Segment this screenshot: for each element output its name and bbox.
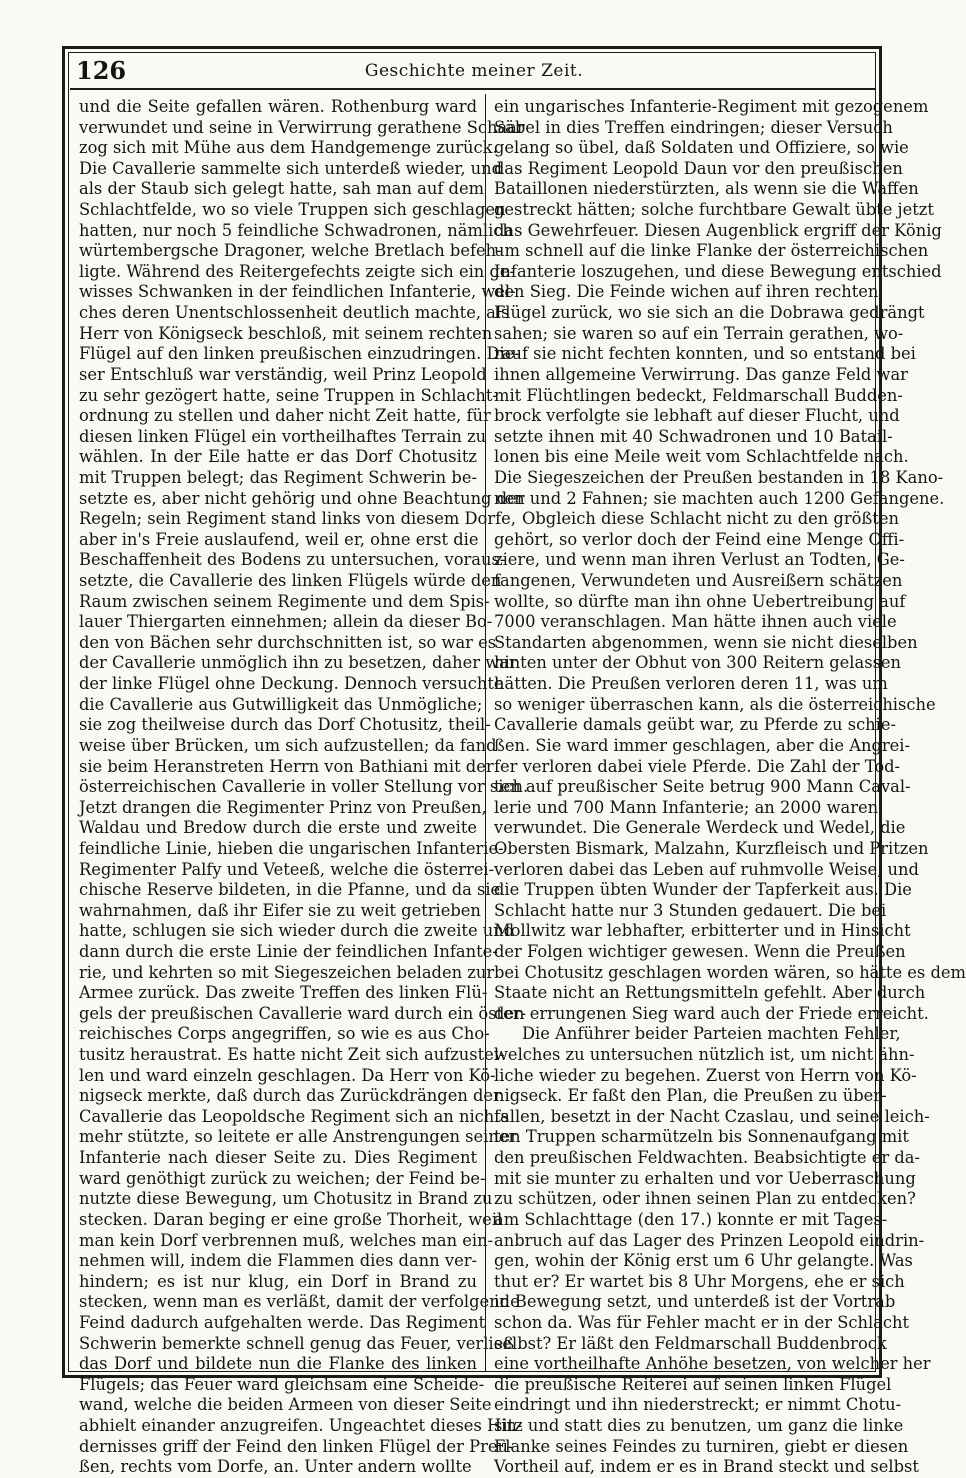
text-line: sie zog theilweise durch das Dorf Chotusitz, theil- xyxy=(79,715,491,735)
text-line: sahen; sie waren so auf ein Terrain gerathen, wo- xyxy=(494,323,904,343)
text-line: fangenen, Verwundeten und Ausreißern schätzen xyxy=(494,571,903,591)
text-line: brock verfolgte sie lebhaft auf dieser Flucht, und xyxy=(494,406,900,426)
text-line: setzte ihnen mit 40 Schwadronen und 10 Batail- xyxy=(494,426,893,446)
text-line: als der Staub sich gelegt hatte, sah man auf dem xyxy=(79,179,485,199)
text-line: Waldau und Bredow durch die erste und zweite xyxy=(79,818,477,838)
text-line: welches zu untersuchen nützlich ist, um nicht ähn- xyxy=(494,1045,915,1065)
text-line: sitz und statt dies zu benutzen, um ganz die linke xyxy=(494,1416,904,1435)
text-line: Obgleich diese Schlacht nicht zu den größten xyxy=(522,509,899,529)
text-line: ten auf preußischer Seite betrug 900 Mann Caval- xyxy=(494,777,911,797)
text-line: hinten unter der Obhut von 300 Reitern gelassen xyxy=(494,653,902,673)
right-text-column xyxy=(494,97,966,1477)
text-line: fer verloren dabei viele Pferde. Die Zahl der Tod- xyxy=(494,756,901,776)
text-line: wand, welche die beiden Armeen von dieser Seite xyxy=(79,1395,492,1415)
text-line: lauer Thiergarten einnehmen; allein da dieser Bo- xyxy=(79,612,493,632)
text-line: ligte. Während des Reitergefechts zeigte sich ein ge- xyxy=(79,261,516,281)
text-line: hatte, schlugen sie sich wieder durch die zweite und xyxy=(79,921,515,941)
text-line: len und ward einzeln geschlagen. Da Herr von Kö- xyxy=(79,1065,496,1085)
text-line: Beschaffenheit des Bodens zu untersuchen, voraus- xyxy=(79,550,506,570)
text-line: abhielt einander anzugreifen. Ungeachtet dieses Hin- xyxy=(79,1416,523,1435)
text-line: und die Seite gefallen wären. Rothenburg ward xyxy=(79,97,477,116)
text-line: um schnell auf die linke Flanke der österreichischen xyxy=(494,241,929,261)
text-line: gelang so übel, daß Soldaten und Offiziere, so wie xyxy=(494,138,909,158)
text-line: Schlachtfelde, wo so viele Truppen sich geschlagen xyxy=(79,200,506,220)
text-line: lonen bis eine Meile weit vom Schlachtfelde nach. xyxy=(494,447,909,467)
text-line: ches deren Unentschlossenheit deutlich machte, als xyxy=(79,303,510,323)
text-line: rauf sie nicht fechten konnten, und so entstand bei xyxy=(494,344,916,364)
text-line: der Folgen wichtiger gewesen. Wenn die Preußen xyxy=(494,941,906,961)
text-line: dann durch die erste Linie der feindlichen Infante- xyxy=(79,941,498,961)
text-line: Regeln; sein Regiment stand links von diesem Dorfe, xyxy=(79,509,516,529)
text-line: Vortheil auf, indem er es in Brand steckt und selbst xyxy=(494,1457,919,1477)
page-number: 126 xyxy=(76,56,127,85)
text-line: die preußische Reiterei auf seinen linken Flügel xyxy=(494,1374,892,1394)
text-line: verwundet. Die Generale Werdeck und Wedel, die xyxy=(494,818,906,838)
text-line: weise über Brücken, um sich aufzustellen; da fand xyxy=(79,735,497,755)
left-text-column xyxy=(79,97,529,1477)
text-line: chische Reserve bildeten, in die Pfanne, und da sie xyxy=(79,880,501,900)
text-line: ziere, und wenn man ihren Verlust an Todten, Ge- xyxy=(494,550,905,570)
text-line: nen und 2 Fahnen; sie machten auch 1200 Gefangene. xyxy=(494,488,945,508)
text-line: wollte, so dürfte man ihn ohne Uebertreibung auf xyxy=(494,591,906,611)
text-line: tusitz heraustrat. Es hatte nicht Zeit sich aufzustel- xyxy=(79,1045,505,1065)
text-line: das Gewehrfeuer. Diesen Augenblick ergriff der König xyxy=(494,220,942,240)
text-line: Cavallerie damals geübt war, zu Pferde zu schie- xyxy=(494,715,897,735)
text-line: 7000 veranschlagen. Man hätte ihnen auch viele xyxy=(494,612,897,632)
text-line: stecken, wenn man es verläßt, damit der verfolgende xyxy=(79,1292,520,1312)
text-line: ordnung zu stellen und daher nicht Zeit hatte, für xyxy=(79,406,491,426)
text-line: Die Siegeszeichen der Preußen bestanden in 18 Kano- xyxy=(494,467,944,487)
text-line: verwundet und seine in Verwirrung gerathene Schaar xyxy=(79,117,525,137)
text-line: wahrnahmen, daß ihr Eifer sie zu weit getrieben xyxy=(79,900,481,920)
text-line: setzte es, aber nicht gehörig und ohne Beachtung der xyxy=(79,488,525,508)
text-line: gestreckt hätten; solche furchtbare Gewalt übte jetzt xyxy=(494,200,934,220)
text-line: nigseck. Er faßt den Plan, die Preußen zu über- xyxy=(494,1086,887,1106)
text-line: diesen linken Flügel ein vortheilhaftes Terrain zu xyxy=(79,426,487,446)
text-line: Armee zurück. Das zweite Treffen des linken Flü- xyxy=(79,983,488,1003)
text-line: den preußischen Feldwachten. Beabsichtigte er da- xyxy=(494,1148,920,1168)
text-line: rie, und kehrten so mit Siegeszeichen beladen zur xyxy=(79,962,495,982)
text-line: am Schlachttage (den 17.) konnte er mit Tages- xyxy=(494,1209,888,1229)
text-line: Säbel in dies Treffen eindringen; dieser Versuch xyxy=(494,117,893,137)
text-line: das Dorf und bildete nun die Flanke des linken xyxy=(79,1354,477,1374)
text-line: österreichischen Cavallerie in voller Stellung vor sich. xyxy=(79,777,529,797)
text-line: wisses Schwanken in der feindlichen Infanterie, wel- xyxy=(79,282,516,302)
text-line: würtembergsche Dragoner, welche Bretlach befeh- xyxy=(79,241,502,261)
text-line: Obersten Bismark, Malzahn, Kurzfleisch und Pritzen xyxy=(494,838,929,858)
text-line: bei Chotusitz geschlagen worden wären, so hätte es dem xyxy=(494,962,966,982)
text-line: Flügel auf den linken preußischen einzudringen. Die- xyxy=(79,344,520,364)
text-line: eindringt und ihn niederstreckt; er nimmt Chotu- xyxy=(494,1395,902,1415)
text-line: Jetzt drangen die Regimenter Prinz von Preußen, xyxy=(79,797,487,817)
text-line: gehört, so verlor doch der Feind eine Menge Offi- xyxy=(494,529,905,549)
running-title: Geschichte meiner Zeit. xyxy=(364,61,584,81)
text-line: ßen. Sie ward immer geschlagen, aber die Angrei- xyxy=(494,735,910,755)
text-line: ein ungarisches Infanterie-Regiment mit gezogenem xyxy=(494,97,929,116)
text-line: das Regiment Leopold Daun vor den preußischen xyxy=(494,158,903,178)
text-line: zog sich mit Mühe aus dem Handgemenge zurück. xyxy=(79,138,498,158)
text-line: Staate nicht an Rettungsmitteln gefehlt. Aber durch xyxy=(494,983,926,1003)
text-line: thut er? Er wartet bis 8 Uhr Morgens, ehe er sich xyxy=(494,1271,905,1291)
text-line: ten Truppen scharmützeln bis Sonnenaufgang mit xyxy=(494,1127,909,1147)
text-line: so weniger überraschen kann, als die österreichische xyxy=(494,694,936,714)
text-line: Infanterie nach dieser Seite zu. Dies Regiment xyxy=(79,1148,477,1168)
column-divider xyxy=(485,94,486,1372)
text-line: anbruch auf das Lager des Prinzen Leopold eindrin- xyxy=(494,1230,925,1250)
text-line: hindern; es ist nur klug, ein Dorf in Brand zu xyxy=(79,1271,477,1291)
text-line: liche wieder zu begehen. Zuerst von Herrn von Kö- xyxy=(494,1065,917,1085)
text-line: sie beim Heranstreten Herrn von Bathiani mit der xyxy=(79,756,494,776)
text-line: in Bewegung setzt, und unterdeß ist der Vortrab xyxy=(494,1292,896,1312)
text-line: verloren dabei das Leben auf ruhmvolle Weise, und xyxy=(494,859,919,879)
text-line: die Truppen übten Wunder der Tapferkeit aus. Die xyxy=(494,880,912,900)
text-line: ward genöthigt zurück zu weichen; der Feind be- xyxy=(79,1168,486,1188)
text-line: Flanke seines Feindes zu turniren, giebt er diesen xyxy=(494,1436,909,1456)
text-line: der Cavallerie unmöglich ihn zu besetzen, daher war xyxy=(79,653,517,673)
text-line: eine vortheilhafte Anhöhe besetzen, von welcher her xyxy=(494,1354,931,1374)
text-line: ihnen allgemeine Verwirrung. Das ganze Feld war xyxy=(494,364,908,384)
text-line: setzte, die Cavallerie des linken Flügels würde den xyxy=(79,571,502,591)
text-line: reichisches Corps angegriffen, so wie es aus Cho- xyxy=(79,1024,490,1044)
text-line: den von Bächen sehr durchschnitten ist, so war es xyxy=(79,632,497,652)
text-line: wählen. In der Eile hatte er das Dorf Chotusitz xyxy=(79,447,477,467)
text-line: hätten. Die Preußen verloren deren 11, was um xyxy=(494,674,888,694)
text-line: den errungenen Sieg ward auch der Friede erreicht. xyxy=(494,1003,929,1023)
text-line: aber in's Freie auslaufend, weil er, ohne erst die xyxy=(79,529,479,549)
text-line: Schwerin bemerkte schnell genug das Feuer, verließ xyxy=(79,1333,515,1353)
text-line: selbst? Er läßt den Feldmarschall Buddenbrock xyxy=(494,1333,887,1353)
text-line: Regimenter Palfy und Veteeß, welche die österrei- xyxy=(79,859,495,879)
text-line: Die Anführer beider Parteien machten Fehler, xyxy=(522,1024,901,1044)
text-line: Feind dadurch aufgehalten werde. Das Regiment xyxy=(79,1312,486,1332)
text-line: mehr stützte, so leitete er alle Anstrengungen seiner xyxy=(79,1127,517,1147)
header-rule xyxy=(70,88,876,90)
text-line: zu schützen, oder ihnen seinen Plan zu entdecken? xyxy=(494,1189,916,1209)
text-line: stecken. Daran beging er eine große Thorheit, weil xyxy=(79,1209,503,1229)
text-line: Raum zwischen seinem Regimente und dem Spis- xyxy=(79,591,490,611)
text-line: ßen, rechts vom Dorfe, an. Unter andern wollte xyxy=(79,1457,472,1477)
text-line: gels der preußischen Cavallerie ward durch ein öster- xyxy=(79,1003,527,1023)
text-line: Mollwitz war lebhafter, erbitterter und in Hinsicht xyxy=(494,921,911,941)
text-line: Flügels; das Feuer ward gleichsam eine Scheide- xyxy=(79,1374,485,1394)
text-line: Die Cavallerie sammelte sich unterdeß wieder, und xyxy=(79,158,503,178)
text-line: mit Flüchtlingen bedeckt, Feldmarschall Budden- xyxy=(494,385,903,405)
text-line: Standarten abgenommen, wenn sie nicht dieselben xyxy=(494,632,918,652)
text-line: nehmen will, indem die Flammen dies dann ver- xyxy=(79,1251,477,1271)
text-line: Cavallerie das Leopoldsche Regiment sich an nichts xyxy=(79,1106,510,1126)
text-line: hatten, nur noch 5 feindliche Schwadronen, nämlich xyxy=(79,220,513,240)
text-line: Schlacht hatte nur 3 Stunden gedauert. Die bei xyxy=(494,900,887,920)
text-line: den Sieg. Die Feinde wichen auf ihren rechten xyxy=(494,282,879,302)
text-line: nigseck merkte, daß durch das Zurückdrängen der xyxy=(79,1086,501,1106)
text-line: mit sie munter zu erhalten und vor Ueberraschung xyxy=(494,1168,916,1188)
text-line: lerie und 700 Mann Infanterie; an 2000 waren xyxy=(494,797,879,817)
text-line: Bataillonen niederstürzten, als wenn sie die Waffen xyxy=(494,179,919,199)
text-line: ser Entschluß war verständig, weil Prinz Leopold xyxy=(79,364,487,384)
page-header xyxy=(76,56,872,86)
text-line: nutzte diese Bewegung, um Chotusitz in Brand zu xyxy=(79,1189,493,1209)
text-line: feindliche Linie, hieben die ungarischen Infanterie- xyxy=(79,838,504,858)
text-line: Flügel zurück, wo sie sich an die Dobrawa gedrängt xyxy=(494,303,925,323)
text-line: zu sehr gezögert hatte, seine Truppen in Schlacht- xyxy=(79,385,498,405)
text-line: fallen, besetzt in der Nacht Czaslau, und seine leich- xyxy=(494,1106,930,1126)
text-line: der linke Flügel ohne Deckung. Dennoch versuchte xyxy=(79,674,504,694)
text-line: Herr von Königseck beschloß, mit seinem rechten xyxy=(79,323,493,343)
text-line: gen, wohin der König erst um 6 Uhr gelangte. Was xyxy=(494,1251,913,1271)
text-line: man kein Dorf verbrennen muß, welches man ein- xyxy=(79,1230,494,1250)
text-line: mit Truppen belegt; das Regiment Schwerin be- xyxy=(79,467,477,487)
text-line: die Cavallerie aus Gutwilligkeit das Unmögliche; xyxy=(79,694,483,714)
text-line: schon da. Was für Fehler macht er in der Schlacht xyxy=(494,1312,910,1332)
text-line: dernisses griff der Feind den linken Flügel der Preu- xyxy=(79,1436,514,1456)
text-line: Infanterie loszugehen, und diese Bewegung entschied xyxy=(494,261,942,281)
